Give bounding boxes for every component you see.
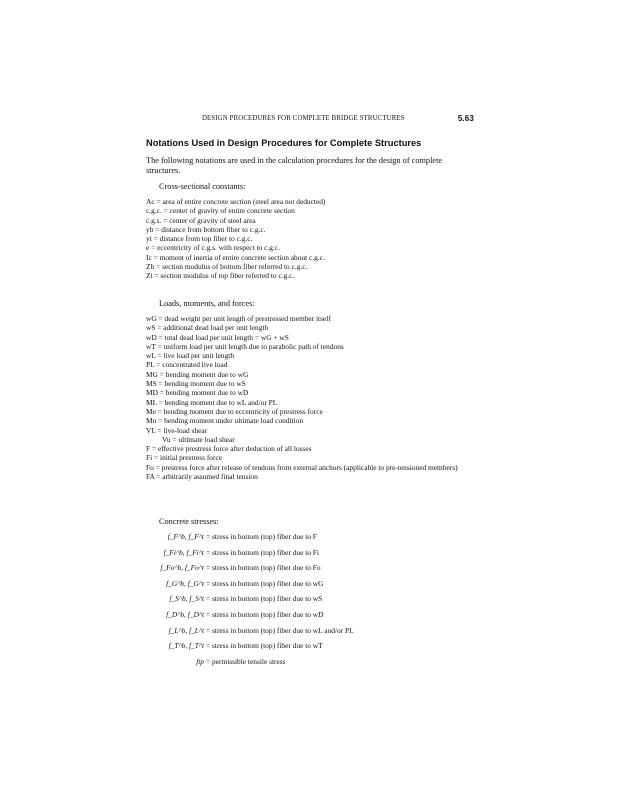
concrete-stress-list <box>146 529 476 669</box>
page-number: 5.63 <box>457 114 474 123</box>
stress-symbol: f_L^b, f_L^t <box>168 625 204 635</box>
running-title: DESIGN PROCEDURES FOR COMPLETE BRIDGE STRUCTURES <box>202 115 405 122</box>
stress-description: = stress in bottom (top) fiber due to F <box>206 532 317 541</box>
notation-item: Ic = moment of inertia of entire concrete section about c.g.c. <box>146 252 325 262</box>
stress-symbol: f_Fi^b, f_Fi^t <box>163 547 204 557</box>
stress-item <box>146 576 476 592</box>
notation-item: e = eccentricity of c.g.s. with respect to c.g.c. <box>146 243 280 253</box>
loads-list <box>146 314 478 481</box>
notation-item: Mu = bending moment under ultimate load condition <box>146 416 304 426</box>
notation-item: wS = additional dead load per unit length <box>146 323 269 333</box>
stress-symbol: f_D^b, f_D^t <box>166 609 204 619</box>
stress-description: = stress in bottom (top) fiber due to wL and/or PL <box>206 625 354 635</box>
notation-item: Fo = prestress force after release of tendons from external anchors (applicable to pre-tensioned members) <box>146 462 458 472</box>
stress-item <box>146 560 476 576</box>
stress-item <box>146 607 476 623</box>
notation-item: MD = bending moment due to wD <box>146 388 249 398</box>
cross-section-list <box>146 197 478 281</box>
notation-item: Ac = area of entire concrete section (steel area not deducted) <box>146 197 326 206</box>
notation-item: F = effective prestress force after deduction of all losses <box>146 444 312 454</box>
concrete-title: Concrete stresses: <box>159 517 219 526</box>
notation-item: yb = distance from bottom fiber to c.g.c. <box>146 224 266 234</box>
stress-item <box>146 591 476 607</box>
notation-item: Me = bending moment due to eccentricity of prestress force <box>146 406 323 416</box>
stress-item <box>146 529 476 545</box>
stress-symbol: f_S^b, f_S^t <box>169 594 204 604</box>
notation-item: wT = uniform load per unit length due to parabolic path of tendons <box>146 341 344 351</box>
cross-section-title: Cross-sectional constants: <box>159 182 246 191</box>
notation-item: wG = dead weight per unit length of prestressed member itself <box>146 314 331 323</box>
notation-item: wD = total dead load per unit length = wG + wS <box>146 332 289 342</box>
stress-symbol: f_T^b, f_T^t <box>168 641 204 651</box>
notation-item: c.g.s. = center of gravity of steel area <box>146 215 256 225</box>
stress-description: = stress in bottom (top) fiber due to wD <box>206 609 324 619</box>
stress-description: = stress in bottom (top) fiber due to wS <box>206 594 323 604</box>
notation-item: yt = distance from top fiber to c.g.c. <box>146 234 253 244</box>
stress-item <box>146 654 476 670</box>
notation-item: Fi = initial prestress force <box>146 453 223 463</box>
stress-symbol: ftp <box>196 656 204 666</box>
notation-item: MG = bending moment due to wG <box>146 369 249 379</box>
notation-item: Zt = section modulus of top fiber referred to c.g.c. <box>146 271 295 281</box>
stress-item <box>146 623 476 639</box>
notation-item: Vu = ultimate load shear <box>162 434 235 444</box>
stress-description: = stress in bottom (top) fiber due to Fi <box>206 547 319 557</box>
stress-item <box>146 638 476 654</box>
notation-item: FA = arbitrarily assumed final tension <box>146 472 258 482</box>
intro-paragraph: The following notations are used in the calculation procedures for the design of complete structures. <box>146 156 443 176</box>
running-header <box>150 114 474 128</box>
loads-title: Loads, moments, and forces: <box>159 299 255 308</box>
stress-description: = permissible tensile stress <box>206 656 286 666</box>
notation-item: wL = live load per unit length <box>146 351 235 361</box>
stress-symbol: f_F^b, f_F^t <box>167 532 204 541</box>
notation-item: PL = concentrated live load <box>146 360 228 370</box>
notation-item: MS = bending moment due to wS <box>146 379 246 389</box>
notation-item: VL = live-load shear <box>146 425 208 435</box>
stress-item <box>146 545 476 561</box>
notation-item: Zb = section modulus of bottom fiber referred to c.g.c. <box>146 262 308 272</box>
notation-item: c.g.c. = center of gravity of entire concrete section <box>146 206 295 216</box>
section-heading: Notations Used in Design Procedures for Complete Structures <box>146 138 422 148</box>
stress-description: = stress in bottom (top) fiber due to Fo <box>206 563 321 573</box>
stress-description: = stress in bottom (top) fiber due to wT <box>206 641 323 651</box>
notation-item: ML = bending moment due to wL and/or PL <box>146 397 278 407</box>
stress-symbol: f_G^b, f_G^t <box>166 578 204 588</box>
stress-description: = stress in bottom (top) fiber due to wG <box>206 578 324 588</box>
stress-symbol: f_Fo^b, f_Fo^t <box>160 563 204 573</box>
